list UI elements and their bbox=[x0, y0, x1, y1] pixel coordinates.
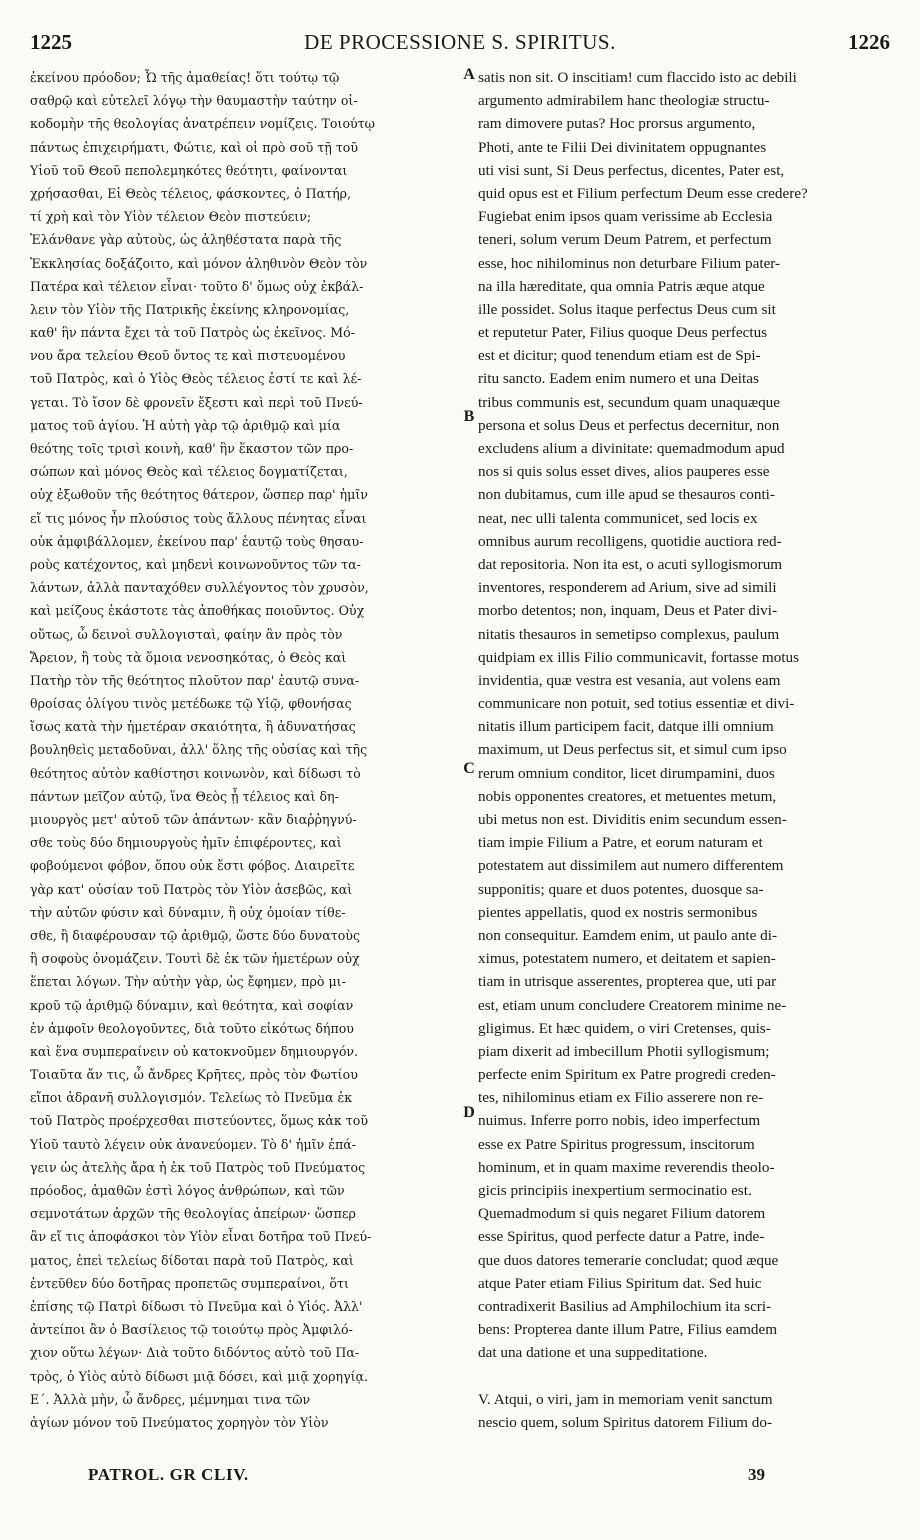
greek-text-line: γειν ὡς ἀτελὴς ἄρα ἡ ἐκ τοῦ Πατρὸς τοῦ Πνεύματος bbox=[30, 1159, 366, 1175]
running-title: DE PROCESSIONE S. SPIRITUS. bbox=[304, 30, 616, 54]
greek-text-line: σαθρῷ καὶ εὐτελεῖ λόγῳ τὴν θαυμαστὴν ταύτην οἰ- bbox=[30, 93, 358, 109]
greek-text-line: ἐν ἀμφοῖν θεολογοῦντες, διὰ τοῦτο εἰκότως δήπου bbox=[30, 1020, 354, 1036]
greek-text-line: πάντως ἐπιχειρήματι, Φώτιε, καὶ οἱ πρὸ σοῦ τῇ τοῦ bbox=[30, 139, 359, 155]
greek-text-line: εἴποι ἀδρανῆ συλλογισμόν. Τελείως τὸ Πνεῦμα ἐκ bbox=[30, 1090, 353, 1106]
greek-text-line: κροῦ τῷ ἀριθμῷ δύναμιν, καὶ θεότητα, καὶ σοφίαν bbox=[30, 997, 354, 1013]
greek-text-line: Ἐλάνθανε γὰρ αὐτοὺς, ὡς ἀληθέστατα παρὰ τῆς bbox=[30, 232, 342, 248]
latin-text-line: rerum omnium conditor, licet dirumpamini, duos bbox=[478, 764, 775, 782]
greek-text-line: Υἱοῦ ταυτὸ λέγειν οὐκ ἀνανεύομεν. Τὸ δ' ἡμῖν ἐπά- bbox=[30, 1136, 357, 1152]
greek-text-line: ἂν εἴ τις ἀποφάσκοι τὸν Υἱὸν εἶναι δοτῆρα τοῦ Πνεύ- bbox=[30, 1229, 372, 1245]
section-marker-a: A bbox=[463, 66, 475, 83]
latin-text-line: nos si quis solus esset dives, alios pauperes esse bbox=[478, 463, 770, 481]
greek-text-line: οὐχ ἐξωθοῦν τῆς θεότητος θάτερον, ὥσπερ παρ' ἡμῖν bbox=[30, 487, 368, 503]
latin-text-line: gligimus. Et hæc quidem, o viri Cretenses, quis- bbox=[478, 1019, 771, 1037]
latin-text-line: maximum, ut Deus perfectus sit, et simul cum ipso bbox=[478, 741, 787, 759]
greek-text-line: τοῦ Πατρὸς, καὶ ὁ Υἱὸς Θεὸς τέλειος ἐστί τε καὶ λέ- bbox=[30, 371, 362, 387]
latin-text-line: communicare non potuit, sed totius essentiæ et divi- bbox=[478, 695, 795, 713]
latin-text-line: neat, nec ulli talenta communicet, sed locis ex bbox=[478, 509, 758, 527]
page-header bbox=[30, 30, 890, 64]
latin-text-line: Photi, ante te Filii Dei divinitatem oppugnantes bbox=[478, 138, 767, 156]
latin-text-line: hominum, et in quam maxime reverendis theolo- bbox=[478, 1158, 775, 1176]
latin-text-line: tribus communis est, secundum quam unaquæque bbox=[478, 393, 781, 411]
latin-text-line: que duos datores temerarie concludat; quod æque bbox=[478, 1251, 779, 1269]
page-footer bbox=[30, 1465, 890, 1493]
latin-text-line: contradixerit Basilius ad Amphilochium ita scri- bbox=[478, 1297, 772, 1315]
latin-text-line: argumento admirabilem hanc theologiæ structu- bbox=[478, 92, 770, 110]
latin-text-line: non consequitur. Eamdem enim, ut paulo ante di- bbox=[478, 926, 778, 944]
greek-text-line: ἕπεται λόγων. Τὴν αὐτὴν γὰρ, ὡς ἔφημεν, πρὸ μι- bbox=[30, 974, 346, 990]
latin-text-line: nobis opponentes creatores, et metuentes metum, bbox=[478, 787, 777, 805]
greek-text-line: τοῦ Πατρὸς προέρχεσθαι πιστεύοντες, ὅμως κἀκ τοῦ bbox=[30, 1113, 368, 1129]
section-marker-d: D bbox=[463, 1104, 475, 1121]
greek-text-line: οὐκ ἀμφιβάλλομεν, ἐκείνου παρ' ἑαυτῷ τοὺς θησαυ- bbox=[30, 533, 364, 549]
greek-text-line: σθε, ἢ διαφέρουσαν τῷ ἀριθμῷ, ὥστε δύο δυνατοὺς bbox=[30, 927, 360, 943]
greek-text-line: Τοιαῦτα ἄν τις, ὦ ἄνδρες Κρῆτες, πρὸς τὸν Φωτίου bbox=[30, 1067, 358, 1083]
greek-text-line: εἴ τις μόνος ἦν πλούσιος τοὺς ἄλλους πένητας εἶναι bbox=[30, 510, 367, 526]
latin-text-line: esse ex Patre Spiritus progressum, inscitorum bbox=[478, 1135, 755, 1153]
greek-text-line: ματος, ἐπεὶ τελείως δίδοται παρὰ τοῦ Πατρὸς, καὶ bbox=[30, 1252, 354, 1268]
latin-text-line: tiam impie Filium a Patre, et eorum naturam et bbox=[478, 834, 763, 852]
greek-text-line: ἁγίων μόνον τοῦ Πνεύματος χορηγὸν τὸν Υἱὸν bbox=[30, 1414, 329, 1430]
latin-text-line: ritu sancto. Eadem enim numero et una Deitas bbox=[478, 370, 759, 388]
greek-text-line: λειν τὸν Υἱὸν τῆς Πατρικῆς ἐκείνης κληρονομίας, bbox=[30, 301, 350, 317]
latin-text-line: est et dicitur; quod tenendum etiam est de Spi- bbox=[478, 347, 761, 365]
greek-text-line: βουληθεὶς μεταδοῦναι, ἀλλ' ὅλης τῆς οὐσίας καὶ τῆς bbox=[30, 742, 368, 758]
greek-text-line: θεότης τοῖς τρισὶ κοινὴ, καθ' ἣν ἕκαστον τῶν προ- bbox=[30, 441, 354, 456]
latin-text-line: ille possidet. Solus itaque perfectus Deus cum sit bbox=[478, 300, 776, 318]
latin-text-line: supponitis; quare et duos potentes, duosque sa- bbox=[478, 880, 764, 898]
latin-text-line: pientes appellatis, quod ex nostris sermonibus bbox=[478, 903, 758, 921]
latin-text-line: est, etiam unum concludere Creatorem minime ne- bbox=[478, 996, 787, 1014]
greek-text-line: σώπων καὶ μόνος Θεὸς καὶ τέλειος δογματίζεται, bbox=[30, 464, 348, 480]
section-marker-b: B bbox=[463, 408, 475, 425]
latin-text-line: esse Spiritus, quod perfecte datur a Patre, inde- bbox=[478, 1228, 765, 1246]
greek-text-line: ἴσως κατὰ τὴν ἡμετέραν σκαιότητα, ἢ ἀδυνατήσας bbox=[30, 719, 356, 735]
greek-text-line: καὶ ἕνα συμπεραίνειν οὐ κατοκνοῦμεν δημιουργόν. bbox=[30, 1043, 359, 1059]
greek-text-line: κοδομὴν τῆς θεολογίας ἀνατρέπειν νομίζεις. Τοιούτῳ bbox=[30, 116, 375, 132]
sheet-number: 39 bbox=[748, 1465, 765, 1484]
greek-text-line: Πατὴρ τὸν τῆς θεότητος πλοῦτον παρ' ἑαυτῷ συνα- bbox=[30, 672, 360, 688]
greek-text-line: ροὺς κατέχοντος, καὶ μηδενὶ κοινωνοῦντος τῶν τα- bbox=[30, 556, 361, 572]
greek-text-line: Ἐκκλησίας δοξάζοιτο, καὶ μόνον ἀληθινὸν Θεὸν τὸν bbox=[30, 255, 368, 271]
greek-text-line: φοβούμενοι φόβον, ὅπου οὐκ ἔστι φόβος. Διαιρεῖτε bbox=[30, 858, 355, 874]
latin-text-line: ximus, potestatem numero, et deitatem et sapien- bbox=[478, 950, 776, 968]
latin-text-line: et reputetur Pater, Filius quoque Deus perfectus bbox=[478, 324, 768, 342]
greek-text-line: πρόοδος, ἀμαθῶν ἐστὶ λόγος ἀνθρώπων, καὶ τῶν bbox=[30, 1183, 345, 1198]
latin-text-line: nitatis illum participem facit, datque illi omnium bbox=[478, 718, 774, 736]
latin-text-line: nuimus. Inferre porro nobis, ideo imperfectum bbox=[478, 1112, 761, 1130]
page-number-left: 1225 bbox=[30, 30, 72, 54]
page-number-right: 1226 bbox=[848, 30, 890, 54]
greek-text-line: Πατέρα καὶ τέλειον εἶναι· τοῦτο δ' ὅμως οὐχ ἐκβάλ- bbox=[30, 278, 364, 294]
greek-text-line: ἐπίσης τῷ Πατρὶ δίδωσι τὸ Πνεῦμα καὶ ὁ Υἱός. Ἀλλ' bbox=[30, 1298, 363, 1314]
latin-text-line: invidentia, quæ vestra est vesania, aut volens eam bbox=[478, 671, 781, 689]
latin-text-line: atque Pater etiam Filius Spiritum dat. Sed huic bbox=[478, 1274, 762, 1292]
greek-text-line: γὰρ κατ' οὐσίαν τοῦ Πατρὸς τὸν Υἱὸν ἀσεβῶς, καὶ bbox=[30, 881, 353, 897]
latin-text-line: potestatem aut dissimilem aut numero differentem bbox=[478, 857, 784, 875]
series-signature: PATROL. GR CLIV. bbox=[88, 1465, 249, 1484]
greek-text-line: χρήσασθαι, Εἰ Θεὸς τέλειος, φάσκοντες, ὁ Πατήρ, bbox=[30, 185, 352, 201]
greek-text-line: Υἱοῦ τοῦ Θεοῦ πεπολεμηκότες θεότητι, φαίνονται bbox=[30, 162, 348, 178]
greek-text-line: Ε΄. Ἀλλὰ μὴν, ὦ ἄνδρες, μέμνημαι τινα τῶν bbox=[30, 1391, 311, 1407]
latin-text-line: ram dimovere putas? Hoc prorsus argumento, bbox=[478, 115, 756, 133]
latin-text-line: nescio quem, solum Spiritus datorem Filium do- bbox=[478, 1413, 773, 1431]
latin-text-line: teneri, solum verum Deum Patrem, et perfectum bbox=[478, 231, 772, 249]
latin-text-line: V. Atqui, o viri, jam in memoriam venit sanctum bbox=[478, 1390, 773, 1408]
greek-text-line: σθε τοὺς δύο δημιουργοὺς ἡμῖν ἐπιφέροντες, καὶ bbox=[30, 835, 342, 851]
latin-text-line: quidpiam ex illis Filio communicavit, fortasse motus bbox=[478, 648, 800, 666]
greek-text-line: ματος τοῦ ἁγίου. Ἡ αὐτὴ γὰρ τῷ ἀριθμῷ καὶ μία bbox=[30, 417, 341, 433]
greek-text-line: μιουργὸς μετ' αὐτοῦ τῶν ἁπάντων· κἂν διαῤῥηγνύ- bbox=[30, 812, 357, 827]
greek-text-line: ἢ σοφοὺς ὀνομάζειν. Τουτὶ δὲ ἐκ τῶν ἡμετέρων οὐχ bbox=[30, 951, 360, 967]
greek-text-line: χιον οὕτω λέγων· Διὰ τοῦτο διδόντος αὐτὸ τοῦ Πα- bbox=[30, 1345, 360, 1361]
section-marker-c: C bbox=[463, 760, 475, 777]
greek-text-line: οὕτως, ὦ δεινοὶ συλλογισταὶ, φαίην ἂν πρὸς τὸν bbox=[30, 626, 343, 642]
latin-text-line: bens: Propterea dante illum Patre, Filius eamdem bbox=[478, 1321, 778, 1339]
greek-text-line: ἐντεῦθεν δύο δοτῆρας προπετῶς συμπεραίνοι, ὅτι bbox=[30, 1275, 349, 1291]
latin-text-line: dat una datione et una suppeditatione. bbox=[478, 1344, 708, 1362]
latin-text-line: non dubitamus, cum ille apud se thesauros conti- bbox=[478, 486, 775, 504]
latin-text-line: tes, nihilominus etiam ex Filio asserere non re- bbox=[478, 1089, 764, 1107]
greek-text-line: πάντων μεῖζον αὐτῷ, ἵνα Θεὸς ᾖ τέλειος καὶ δη- bbox=[30, 788, 339, 804]
latin-text-line: na illa hæreditate, qua omnia Patris æque atque bbox=[478, 277, 765, 295]
latin-text-line: inventores, responderem ad Arium, sive ad simili bbox=[478, 579, 777, 597]
latin-text-line: gicis principiis inexpertium sermocinatio est. bbox=[478, 1182, 752, 1199]
latin-column bbox=[478, 66, 882, 1434]
latin-text-line: Fugiebat enim ipsos quam verissime ab Ecclesia bbox=[478, 208, 773, 226]
latin-text-line: excludens alium a divinitate: quemadmodum apud bbox=[478, 440, 785, 457]
greek-text-line: ἐκείνου πρόοδον; Ὦ τῆς ἀμαθείας! ὅτι τούτῳ τῷ bbox=[30, 70, 340, 85]
greek-text-line: γεται. Τὸ ἴσον δὲ φρονεῖν ἔξεστι καὶ περὶ τοῦ Πνεύ- bbox=[30, 394, 363, 410]
latin-text-line: esse, hoc nihilominus non deturbare Filium pater- bbox=[478, 254, 781, 272]
latin-text-line: omnibus aurum recolligens, quotidie auctiora red- bbox=[478, 532, 782, 550]
latin-text-line: uti visi sunt, Si Deus perfectus, dicentes, Pater est, bbox=[478, 161, 785, 179]
greek-text-line: τρὸς, ὁ Υἱὸς αὐτὸ δίδωσι μιᾷ δόσει, καὶ μιᾷ χορηγίᾳ. bbox=[30, 1368, 369, 1384]
latin-text-line: Quemadmodum si quis negaret Filium datorem bbox=[478, 1205, 766, 1223]
latin-text-line: dat repositoria. Non ita est, o acuti syllogismorum bbox=[478, 555, 783, 573]
latin-text-line: perfecte enim Spiritum ex Patre progredi creden- bbox=[478, 1066, 776, 1084]
greek-text-line: λάντων, ἀλλὰ πανταχόθεν συλλέγοντος τὸν χρυσὸν, bbox=[30, 580, 369, 596]
latin-text-line bbox=[478, 1365, 882, 1388]
greek-text-line: τὴν αὐτῶν φύσιν καὶ δύναμιν, ἢ οὐχ ὁμοίαν τίθε- bbox=[30, 904, 346, 920]
greek-text-line: τί χρὴ καὶ τὸν Υἱὸν τέλειον Θεὸν πιστεύειν; bbox=[30, 209, 312, 225]
greek-text-line: νου ἄρα τελείου Θεοῦ ὄντος τε καὶ πιστευομένου bbox=[30, 348, 346, 364]
latin-text-line: morbo detentos; non, inquam, Deus et Pater divi- bbox=[478, 602, 778, 620]
latin-text-line: quid opus est et Filium perfectum Deum esse credere? bbox=[478, 184, 808, 202]
greek-text-line: Ἄρειον, ἢ τοὺς τὰ ὅμοια νενοσηκότας, ὁ Θεὸς καὶ bbox=[30, 649, 347, 665]
greek-text-line: σεμνοτάτων ἀρχῶν τῆς θεολογίας ἀπείρων· ὥσπερ bbox=[30, 1206, 356, 1222]
greek-text-line: καθ' ἣν πάντα ἔχει τὰ τοῦ Πατρὸς ὡς ἐκεῖνος. Μό- bbox=[30, 325, 356, 341]
greek-text-line: καὶ μείζους ἑκάστοτε τὰς ἀποθήκας ποιοῦντος. Οὐχ bbox=[30, 603, 365, 619]
latin-text-line: satis non sit. O inscitiam! cum flaccido isto ac debili bbox=[478, 69, 797, 86]
latin-text-line: ubi metus non est. Dividitis enim secundum essen- bbox=[478, 811, 787, 828]
latin-text-line: piam dixerit ad imbecillum Photii syllogismum; bbox=[478, 1042, 770, 1060]
latin-text-line: tiam in utrisque asserentes, propterea que, uti par bbox=[478, 973, 777, 991]
latin-text-line: nitatis thesauros in semetipso complexus, paulum bbox=[478, 625, 780, 643]
greek-text-line: θροίσας ὀλίγου τινὸς μετέδωκε τῷ Υἱῷ, φθονήσας bbox=[30, 696, 352, 712]
greek-column bbox=[30, 66, 458, 1434]
greek-text-line: θεότητος αὐτὸν καθίστησι κοινωνὸν, καὶ δίδωσι τὸ bbox=[30, 765, 361, 781]
latin-text-line: persona et solus Deus et perfectus decernitur, non bbox=[478, 416, 780, 434]
greek-text-line: ἀντείποι ἂν ὁ Βασίλειος τῷ τοιούτῳ πρὸς Ἀμφιλό- bbox=[30, 1322, 353, 1338]
